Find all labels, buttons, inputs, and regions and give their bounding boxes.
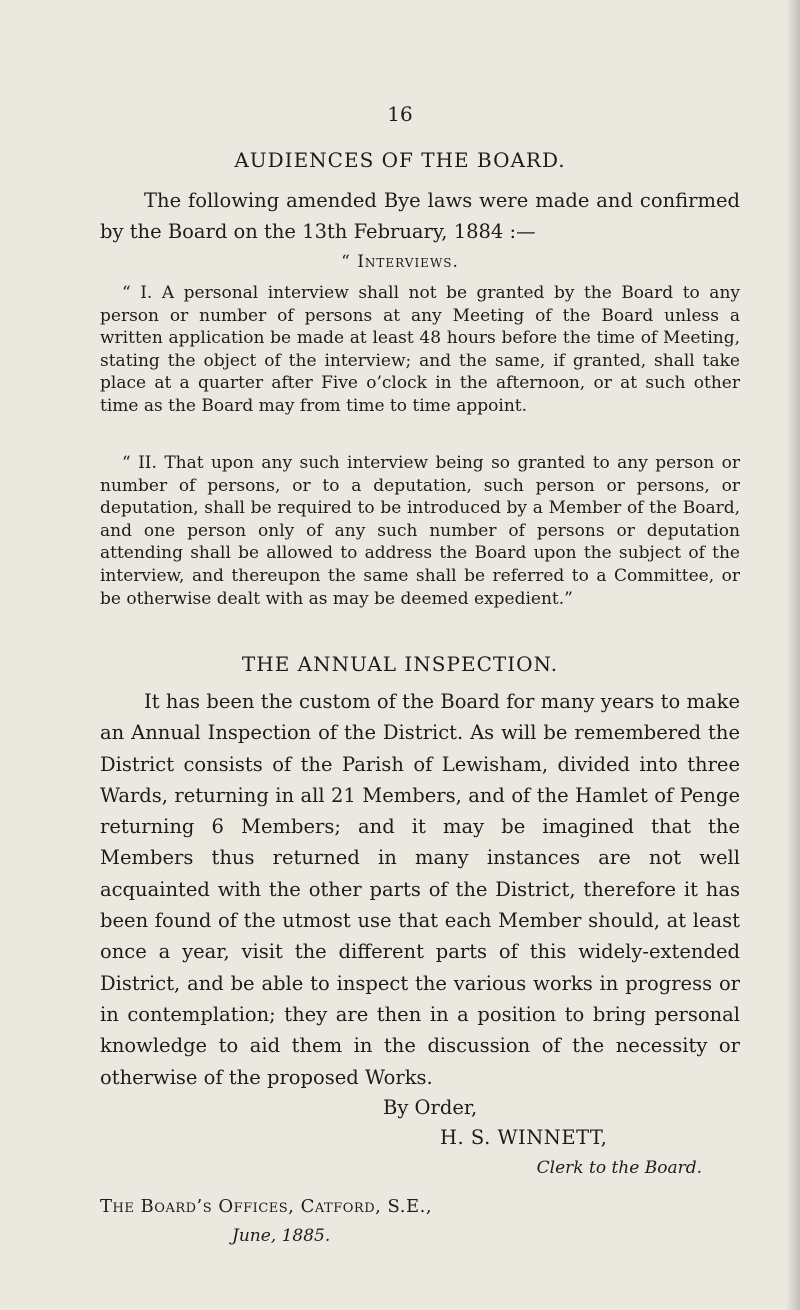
bye-law-one: “ I. A personal interview shall not be granted by the Board to any person or number of persons at any Meeting of the Board unless a written application be made at least 48 hours before the time of Meeting, stating the object of the interview; and the same, if granted, shall take place at a quarter after Five o’clock in the afternoon, or at such other time as the Board may from time to time appoint. xyxy=(100,283,740,416)
annual-inspection-paragraph: It has been the custom of the Board for many years to make an Annual Inspection of the District. As will be remembered the District consists of the Parish of Lewisham, divided into three Wards, returning in all 21 Members, and of the Hamlet of Penge returning 6 Members; and it may be imagined that the Members thus returned in many instances are not well acquainted with the other parts of the District, therefore it has been found of the utmost use that each Member should, at least once a year, visit the different parts of this widely-extended District, and be able to inspect the various works in progress or in contemplation; they are then in a position to bring personal knowledge to aid them in the discussion of the necessity or otherwise of the proposed Works. xyxy=(100,690,740,1089)
by-order-line: By Order, xyxy=(383,1096,478,1119)
section-heading-annual-inspection: THE ANNUAL INSPECTION. xyxy=(241,652,559,676)
signatory-title: Clerk to the Board. xyxy=(536,1158,702,1178)
intro-paragraph: The following amended Bye laws were made and confirmed by the Board on the 13th February, 1884 :— xyxy=(100,189,740,243)
interviews-subheading: “ Interviews. xyxy=(341,252,459,272)
signatory-name: H. S. WINNETT, xyxy=(440,1126,608,1149)
office-address: The Board’s Offices, Catford, S.E., xyxy=(100,1196,433,1217)
section-heading-audiences: AUDIENCES OF THE BOARD. xyxy=(234,148,566,172)
document-date: June, 1885. xyxy=(232,1226,331,1246)
page-number: 16 xyxy=(387,102,413,126)
bye-law-two: “ II. That upon any such interview being so granted to any person or number of persons, or to a deputation, such person or persons, or deputation, shall be required to be introduced by a Member of the Board, and one person only of any such number of persons or deputation attending shall be allowed to address the Board upon the subject of the interview, and thereupon the same shall be referred to a Committee, or be otherwise dealt with as may be deemed expedient.” xyxy=(100,453,740,609)
